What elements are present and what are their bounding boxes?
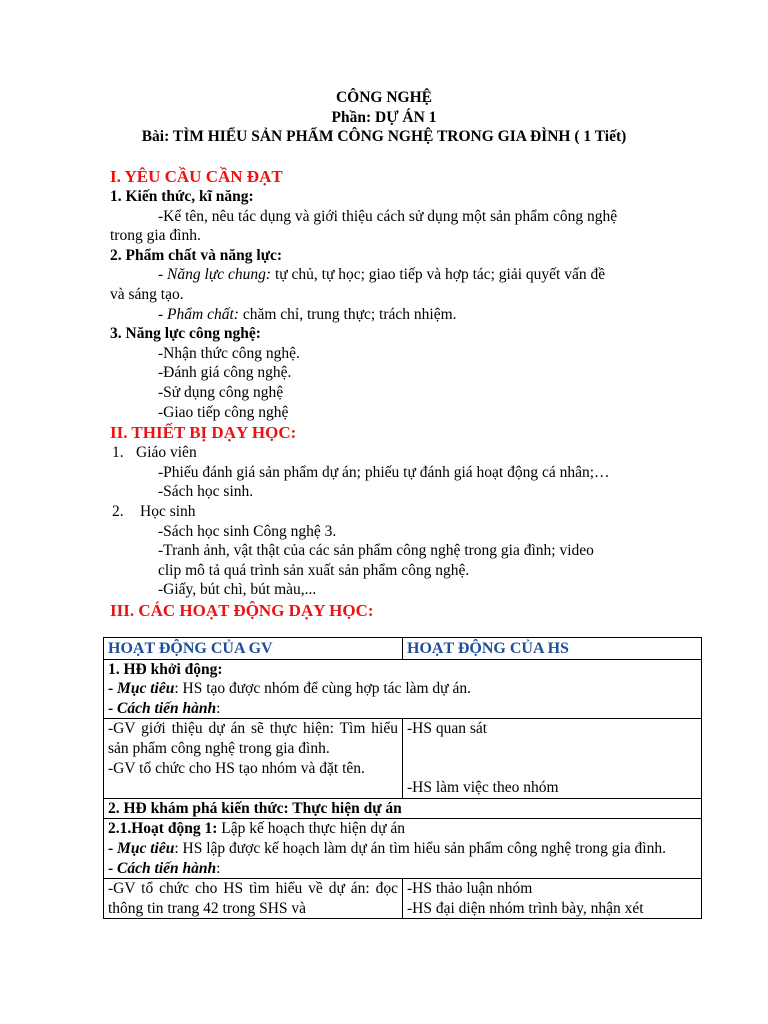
tech-competence-title: 3. Năng lực công nghệ: [110, 325, 261, 343]
warmup-goal: - Mục tiêu: HS tạo được nhóm để cùng hợp tác làm dự án. [108, 680, 471, 698]
qualities-title: 2. Phẩm chất và năng lực: [110, 246, 283, 264]
table-row [104, 719, 702, 798]
tech-competence-item: -Nhận thức công nghệ. [158, 344, 300, 362]
activity1-goal: - Mục tiêu: HS lập được kế hoạch làm dự án tìm hiểu sản phẩm công nghệ trong gia đình. [108, 839, 666, 857]
knowledge-skills-title: 1. Kiến thức, kĩ năng: [110, 188, 254, 205]
section-activities-title: III. CÁC HOẠT ĐỘNG DẠY HỌC: [110, 600, 374, 620]
part-title: Phần: DỰ ÁN 1 [331, 108, 437, 126]
activity1-method: - Cách tiến hành: [108, 859, 221, 877]
lesson-body [110, 166, 694, 621]
activity1-title: 2.1.Hoạt động 1: Lập kế hoạch thực hiện dự án [108, 820, 406, 838]
warmup-cell [104, 659, 702, 719]
header-teacher: HOẠT ĐỘNG CỦA GV [104, 638, 403, 660]
table-row [104, 819, 702, 879]
general-competence-label: Năng lực chung: [167, 266, 272, 284]
student-item: -Giấy, bút chì, bút màu,... [158, 581, 317, 599]
table-row [104, 798, 702, 819]
student-item: clip mô tả quá trình sản xuất sản phẩm công nghệ. [158, 561, 470, 579]
tech-competence-item: -Sử dụng công nghệ [158, 383, 284, 401]
warmup-student-step: -HS quan sát [407, 720, 488, 738]
activity1-student-step: -HS thảo luận nhóm [407, 880, 533, 898]
student-heading: 2. Học sinh [112, 502, 196, 520]
teacher-heading: 1. Giáo viên [112, 444, 197, 462]
header-student: HOẠT ĐỘNG CỦA HS [403, 638, 702, 660]
warmup-student-step: -HS làm việc theo nhóm [407, 779, 559, 797]
activity1-cell [104, 819, 702, 879]
student-item: -Sách học sinh Công nghệ 3. [158, 522, 337, 540]
explore-title: 2. HĐ khám phá kiến thức: Thực hiện dự án [104, 798, 702, 819]
section-requirements-title: I. YÊU CẦU CẦN ĐẠT [110, 167, 283, 186]
warmup-student-cell [403, 719, 702, 798]
warmup-teacher-step: -GV tổ chức cho HS tạo nhóm và đặt tên. [108, 759, 365, 777]
knowledge-skills-cont: trong gia đình. [110, 227, 201, 245]
table-row [104, 879, 702, 919]
activity1-student-cell [403, 879, 702, 919]
table-row [104, 659, 702, 719]
tech-competence-item: -Giao tiếp công nghệ [158, 403, 289, 421]
table-header-row [104, 638, 702, 660]
section-equipment-title: II. THIẾT BỊ DẠY HỌC: [110, 423, 297, 443]
general-competence-cont: và sáng tạo. [110, 285, 184, 303]
subject-title: CÔNG NGHỆ [335, 89, 433, 106]
teacher-item: -Phiếu đánh giá sản phẩm dự án; phiếu tự đánh giá hoạt động cá nhân;… [158, 463, 610, 481]
warmup-teacher-step: -GV giới thiệu dự án sẽ thực hiện: Tìm hiểu sản phẩm công nghệ trong gia đình. [108, 720, 398, 757]
warmup-teacher-cell [104, 719, 403, 798]
activities-table [103, 637, 702, 919]
tech-competence-item: -Đánh giá công nghệ. [158, 364, 292, 382]
general-competence: - Năng lực chung: tự chủ, tự học; giao tiếp và hợp tác; giải quyết vấn đề [158, 266, 606, 284]
warmup-title: 1. HĐ khởi động: [108, 660, 223, 678]
knowledge-skills-text: -Kể tên, nêu tác dụng và giới thiệu cách sử dụng một sản phẩm công nghệ [158, 207, 618, 225]
qualities-label: Phẩm chất: [167, 305, 239, 323]
teacher-item: -Sách học sinh. [158, 483, 254, 501]
warmup-method: - Cách tiến hành: [108, 699, 221, 717]
activity1-teacher-cell: -GV tổ chức cho HS tìm hiểu về dự án: đọc thông tin trang 42 trong SHS và [104, 879, 403, 919]
lesson-title: Bài: TÌM HIỂU SẢN PHẨM CÔNG NGHỆ TRONG GIA ĐÌNH ( 1 Tiết) [141, 128, 627, 146]
activity1-student-step: -HS đại diện nhóm trình bày, nhận xét [407, 899, 644, 917]
lesson-header [0, 88, 768, 147]
qualities-line: - Phẩm chất: chăm chỉ, trung thực; trách nhiệm. [158, 305, 457, 323]
student-item: -Tranh ảnh, vật thật của các sản phẩm công nghệ trong gia đình; video [158, 542, 594, 560]
